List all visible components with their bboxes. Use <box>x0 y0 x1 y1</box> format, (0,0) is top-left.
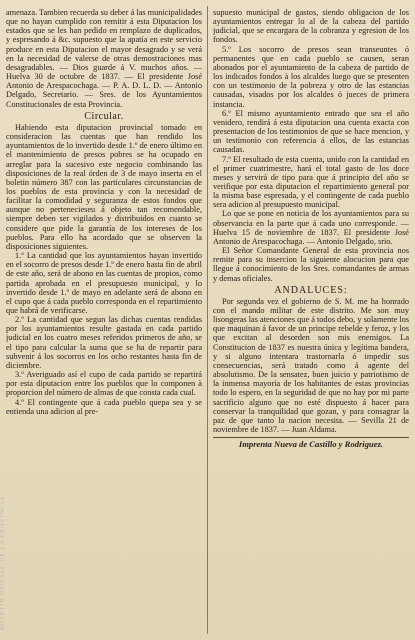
left-column <box>6 8 202 634</box>
circular-article-1: 1.º La cantidad que los ayuntamientos hayan invertido en el socorro de presos desde 1.º de enero hasta fin de abril de este año, será de abono en las cuentas de propios, como partida aprobada en el presupuesto municipal, y lo invertido desde 1.º de mayo en adelante será de abono en el cupo que á cada pueblo corresponda en el repartimiento que habrá de verificarse. <box>6 251 202 315</box>
andaluces-heading: ANDALUCES: <box>274 284 348 296</box>
proclamation-paragraph: Por segunda vez el gobierno de S. M. me ha honrado con el mando militar de este distrito. Me son muy lisongeras las atenciones que á todos debo, y solamente los que maquinan á favor de un principe rebelde y feroz, y los que excitan al desorden son mis enemigos. La Constitucion de 1837 es nuestra única y legítima bandera, y si alguno intentara trastornarla ó impedir sus consecuencias, será tratado como á agente del absolutismo. De la sensatez, buen juicio y patriotismo de la inmensa mayoría de los habitantes de estas provincias todo lo espero, en la seguridad de que no hay por mi parte sacrificio alguno que no esté dispuesto á hacer para conservar la tranquilidad que gozan, y para consagrar la paz de que tanto la nacion necesita. — Sevilla 21 de noviembre de 1837. — Juan Aldama. <box>213 296 409 435</box>
circular-article-6: 6.º El mismo ayuntamiento entrado que sea el año venidero, rendirá á esta diputacion una cuenta exacta con presentacion de los testimonios de que se hace mencion, y un testimonio con referencia á ellos, de las estancias causadas. <box>213 108 409 155</box>
circular-article-3: 3.º Averiguado así el cupo de cada partido se repartirá por esta diputacion entre los pueblos que lo componen à proporcion del número de almas de que consta cada cual. <box>6 370 202 398</box>
circular-paragraph-intro: Habiendo esta diputacion provincial tomado en consideracion las cuentas que han rendido los ayuntamientos de lo invertido desde 1.º de enero último en el mantenimiento de presos pobres se ha ocupado en arreglar para la sucesivo este negocio combinando las disposiciones de la real órden de 3 de mayo inserta en el boletin número 387 con las particulares circunstancias de los pueblos de esta provincia y con la necesidad de facilitar la comodidad y seguranza de estos fondos que aunque no pertenecieseu á objeto tan recomendable, siempre deben ser vigilados y distribuidos en cuanto se considere que pide la garantía de los intereses de los pueblos. Para ello ha acordado que se observen la disposiciones siguientes. <box>6 122 202 251</box>
imprint-divider <box>213 437 409 438</box>
column-divider <box>207 6 208 634</box>
commander-notice: El Señor Comandante General de esta provincia nos remite para su insercion la siguiente alocucion para que llegue á conocimiento de los Sres. comandantes de armas y demas oficiales. <box>213 246 409 283</box>
circular-article-4: 4.º El contingente que á cada pueblo quepa sea y se entienda una adicion al pre- <box>6 397 202 416</box>
left-intro-paragraph: amenaza. Tambien recuerda su deber á las municipalidades que no hayan cumplido con remitir á esta Diputacion los estados que se les han pedido en remplazo de duplicados, y espresando á &c. supuesto que la apatía en este servicio produce en esta Diputacion el mayor desagrado y se verá en la necesidad de valerse de otras demostraciones mas desagradables. — Dios guarde á V. muchos años. — Huelva 30 de octubre de 1837. — El presidente José Antonio de Arespacochaga. — P. A. D. L. D. — Antonio Delgado, Secretario. — Sres. de los Ayuntamientos Constitucionales de esta Provincia. <box>6 8 202 109</box>
printer-imprint: Imprenta Nueva de Castillo y Rodriguez. <box>238 439 384 450</box>
circular-article-7: 7.º El resultado de esta cuenta, unido con la cantidad en el primer cuatrimestre, hará el total gasto de los doce meses y servirá de tipo para que á principio del año se verifique por esta diputacion el repartimiento general por la misma base espresada, y el contingente de cada pueblo sera adicion al presupuesto municipal. <box>213 154 409 210</box>
archive-stamp: BOLETÍN OFICIAL DE LA PROVINCIA <box>0 495 6 630</box>
circular-heading: Circular. <box>84 110 124 122</box>
right-continuation-paragraph: supuesto municipal de gastos, siendo obligacion de los ayuntamientos entregar lo al de la cabeza del partido judicial, que se encargara de la cobranza y egresion de los fondos. <box>213 8 409 45</box>
circular-closing: Lo que se pone en noticia de los ayuntamientos para su observancia en la parte que á cada uno corresponde. — Huelva 15 de noviembre de 1837. El presidente José Antonio de Arespacochaga. — Antonio Delgado, srio. <box>213 209 409 246</box>
circular-article-5: 5.º Los socorro de presos sean transeuntes ó permanentes que en cada pueblo se causen, seran abonados por el ayuntamiento de la cabeza de partido de los indicados fondos à los alcaldes luego que se presenten con un testimonio de la pobreza y otro de las estancias causadas, visados por los alcaldes ó jueces de primera instancia. <box>213 44 409 109</box>
circular-article-2: 2.º La cantidad que segun las dichas cuentas rendidas por los ayuntamientos resulte gastada en cada partido judicial en los cuatro meses referidos primeros de año, se el tipo para calcular la suma que se ha de repartir para subvenir á los socorros en los ocho restantes hasta fin de diciembre. <box>6 315 202 370</box>
right-column <box>213 8 409 634</box>
